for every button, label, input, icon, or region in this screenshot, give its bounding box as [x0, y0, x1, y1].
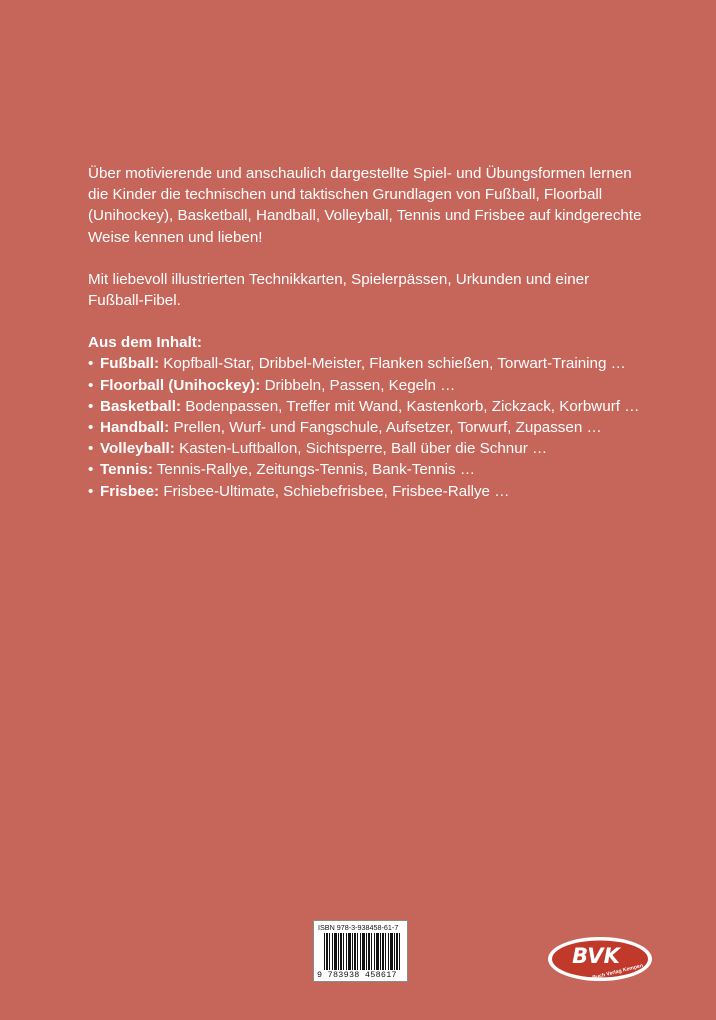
sport-items: Kopfball-Star, Dribbel-Meister, Flanken schießen, Torwart-Training …	[163, 355, 626, 373]
list-item	[88, 459, 648, 480]
blurb	[88, 163, 648, 502]
bullet-icon: •	[88, 461, 94, 479]
list-item	[88, 396, 648, 417]
list-item	[88, 375, 648, 396]
logo-brand: BVK	[572, 944, 620, 968]
sport-items: Prellen, Wurf- und Fangschule, Aufsetzer, Torwurf, Zupassen …	[173, 419, 602, 437]
extras-paragraph: Mit liebevoll illustrierten Technikkarten, Spielerpässen, Urkunden und einer Fußball-Fibel.	[88, 270, 590, 310]
isbn-label: ISBN 978-3-938458-61-7	[318, 923, 399, 932]
sport-name: Volleyball:	[100, 440, 175, 458]
sport-name: Floorball (Unihockey):	[100, 376, 261, 394]
sport-items: Bodenpassen, Treffer mit Wand, Kastenkorb, Zickzack, Korbwurf …	[185, 397, 640, 415]
bullet-icon: •	[88, 355, 94, 373]
isbn-barcode	[313, 920, 408, 982]
contents-heading: Aus dem Inhalt:	[88, 334, 202, 352]
sport-name: Fußball:	[100, 355, 160, 373]
sport-items: Kasten-Luftballon, Sichtsperre, Ball über die Schnur …	[179, 440, 548, 458]
sport-name: Frisbee:	[100, 482, 160, 500]
sport-items: Dribbeln, Passen, Kegeln …	[264, 376, 456, 394]
list-item	[88, 353, 648, 374]
ean-number: 9 783938 458617	[317, 970, 397, 980]
list-item	[88, 481, 648, 502]
sport-name: Tennis:	[100, 461, 153, 479]
sport-name: Basketball:	[100, 397, 182, 415]
list-item	[88, 417, 648, 438]
intro-paragraph: Über motivierende und anschaulich dargestellte Spiel- und Übungsformen lernen die Kinder die technischen und taktischen Grundlagen von Fußball, Floorball (Unihockey), Basketball, Handball, Volleyball, Tennis und Frisbee auf kindgerechte Weise kennen und lieben!	[88, 165, 642, 246]
contents-list	[88, 353, 648, 501]
barcode-bars	[324, 933, 400, 970]
bullet-icon: •	[88, 397, 94, 415]
bullet-icon: •	[88, 419, 94, 437]
list-item	[88, 438, 648, 459]
bullet-icon: •	[88, 440, 94, 458]
bullet-icon: •	[88, 376, 94, 394]
sport-items: Frisbee-Ultimate, Schiebefrisbee, Frisbee-Rallye …	[163, 482, 510, 500]
publisher-logo	[546, 934, 654, 984]
sport-name: Handball:	[100, 419, 170, 437]
bullet-icon: •	[88, 482, 94, 500]
logo-subtitle: Buch Verlag Kempen	[591, 962, 644, 982]
sport-items: Tennis-Rallye, Zeitungs-Tennis, Bank-Tennis …	[156, 461, 476, 479]
